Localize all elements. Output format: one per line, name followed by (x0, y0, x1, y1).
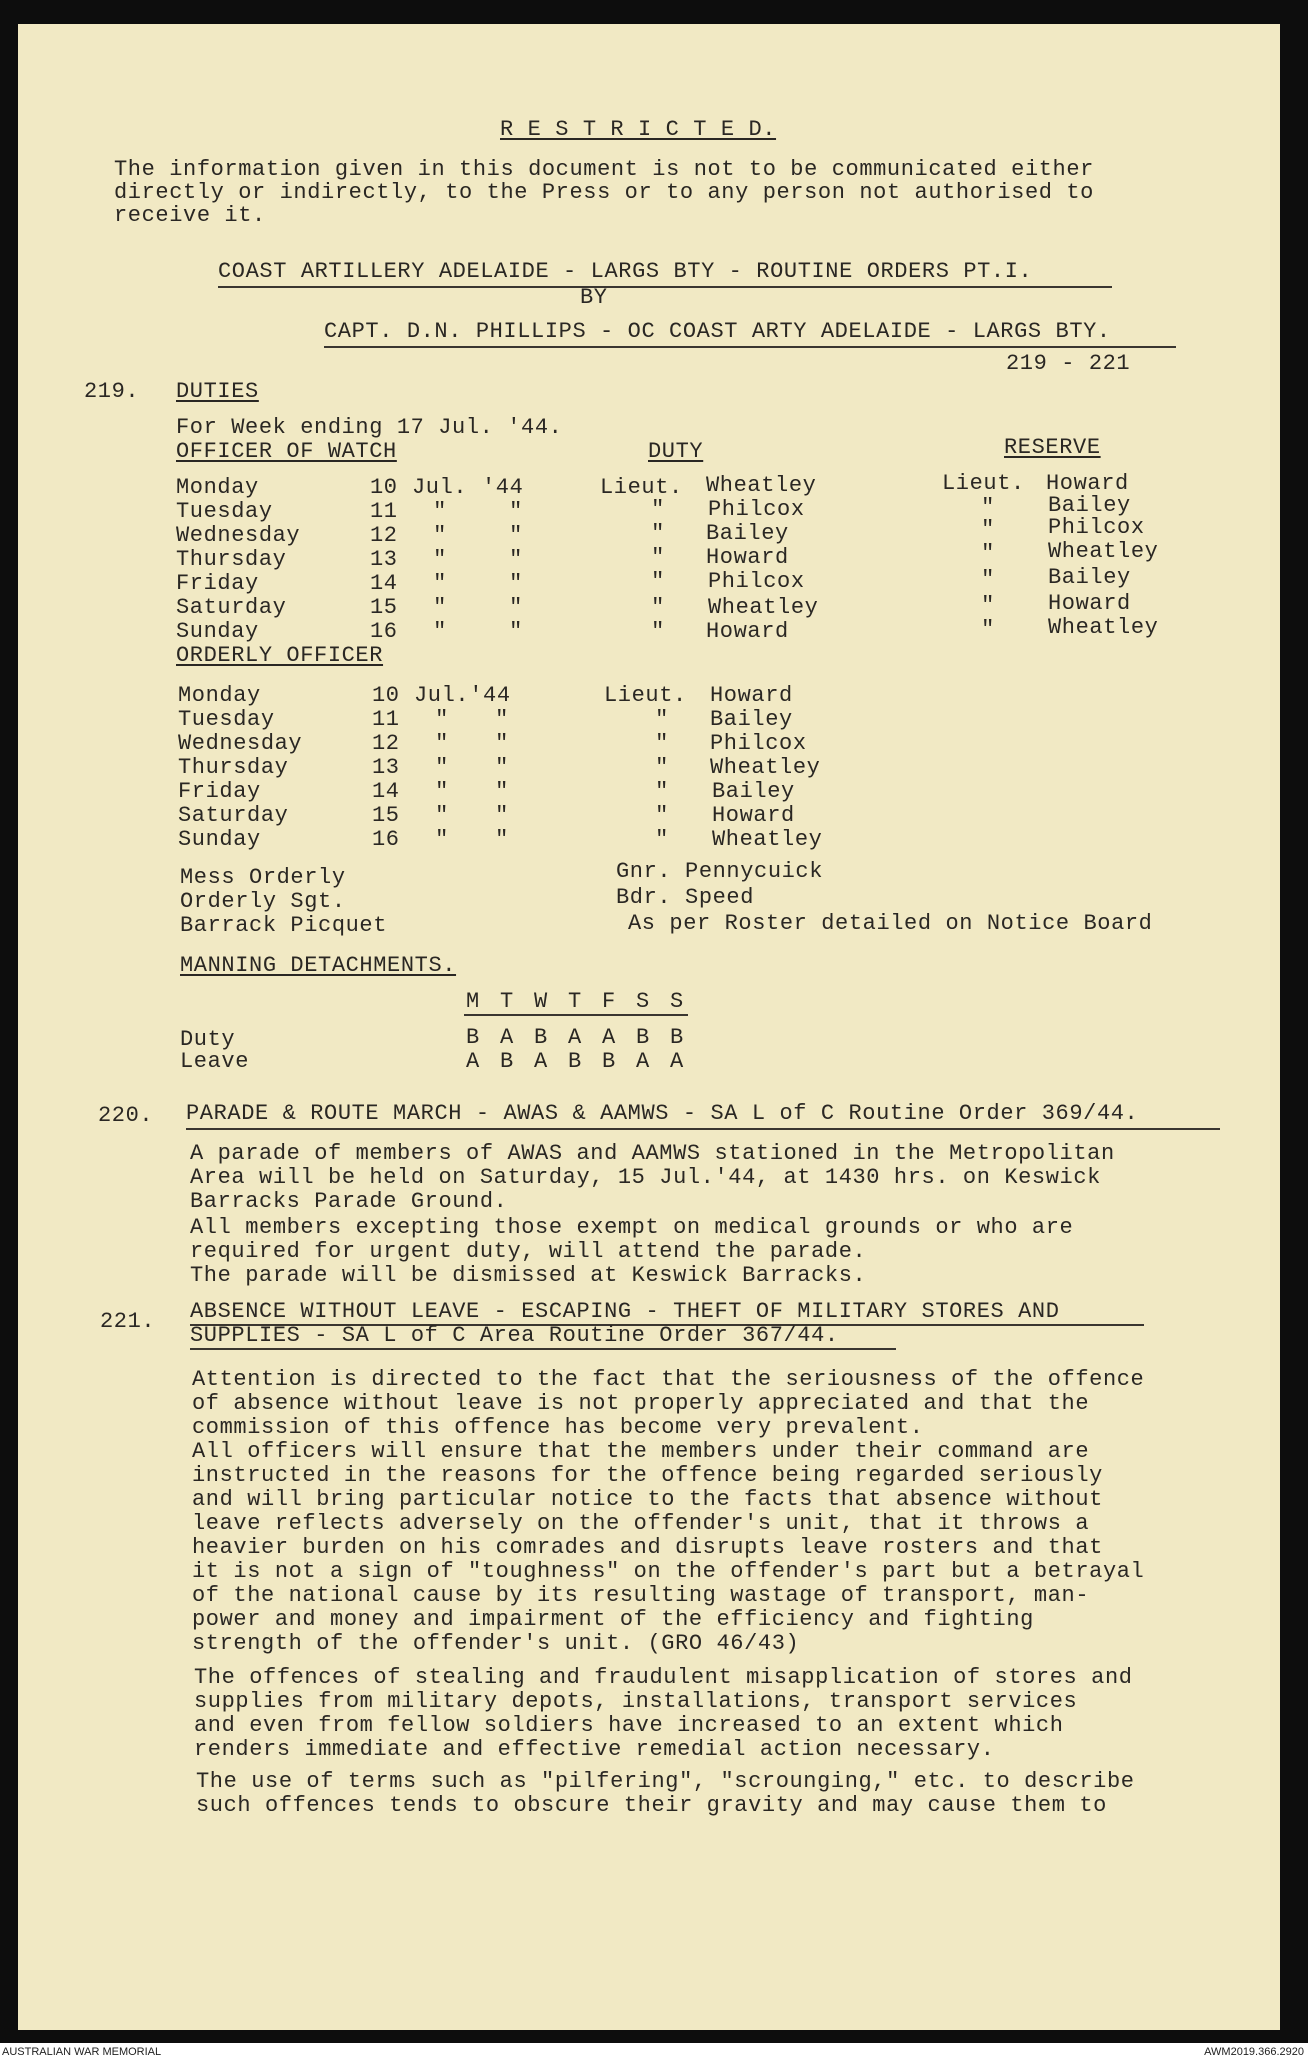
restricted-label: R E S T R I C T E D. (500, 117, 777, 142)
table-row-reserve: Philcox (1048, 515, 1145, 540)
section-220-line: required for urgent duty, will attend the parade. (190, 1239, 867, 1264)
table-row-year: " (509, 547, 523, 572)
table-row-month: " (435, 779, 449, 804)
section-220-heading: PARADE & ROUTE MARCH - AWAS & AAMWS - SA L of C Routine Order 369/44. (186, 1101, 1139, 1126)
table-row-day: Monday (176, 475, 259, 500)
section-221-para1-line: of absence without leave is not properly appreciated and that the (192, 1391, 1090, 1416)
table-row-reserve: Howard (1046, 471, 1129, 496)
footer-institution: AUSTRALIAN WAR MEMORIAL (2, 2046, 162, 2058)
table-row-year: " (509, 619, 523, 644)
table-row-duty: Howard (706, 619, 789, 644)
footer-reference: AWM2019.366.2920 (1204, 2046, 1304, 2058)
manning-cell: B (670, 1025, 684, 1050)
table-row-duty-rank: " (651, 497, 665, 522)
table-row-date: 12 (370, 523, 398, 548)
section-219-heading: DUTIES (176, 379, 259, 404)
section-220-line: Barracks Parade Ground. (190, 1189, 508, 1214)
manning-cell: A (568, 1025, 582, 1050)
section-221-heading-line-2: SUPPLIES - SA L of C Area Routine Order 367/44. (190, 1323, 839, 1348)
table-row-rank: " (655, 731, 669, 756)
section-221-para3-line: The use of terms such as "pilfering", "scrounging," etc. to describe (196, 1769, 1135, 1794)
section-221-heading-line-1: ABSENCE WITHOUT LEAVE - ESCAPING - THEFT OF MILITARY STORES AND (190, 1299, 1060, 1324)
mess-orderly-assignee: Gnr. Pennycuick (616, 859, 824, 884)
table-row-month: " (433, 571, 447, 596)
manning-row-label: Leave (180, 1049, 250, 1074)
manning-cell: A (534, 1049, 548, 1074)
table-row-name: Wheatley (712, 827, 823, 852)
table-row-name: Howard (710, 683, 793, 708)
section-221-underline-2 (190, 1348, 896, 1350)
table-row-duty: Howard (706, 545, 789, 570)
table-row-year: " (495, 779, 509, 804)
table-row-day: Wednesday (178, 731, 303, 756)
table-row-rank: " (655, 755, 669, 780)
table-row-year: " (509, 571, 523, 596)
table-row-date: 12 (372, 731, 400, 756)
week-ending: For Week ending 17 Jul. '44. (176, 415, 563, 440)
table-row-day: Saturday (178, 803, 289, 828)
section-221-para1-line: of the national cause by its resulting wastage of transport, man- (192, 1583, 1090, 1608)
manning-cell: A (670, 1049, 684, 1074)
authority-line: CAPT. D.N. PHILLIPS - OC COAST ARTY ADELAIDE - LARGS BTY. (324, 319, 1111, 344)
table-row-reserve: Wheatley (1048, 539, 1159, 564)
notice-line-2: directly or indirectly, to the Press or to any person not authorised to (114, 180, 1094, 205)
section-221-para3-line: such offences tends to obscure their gravity and may cause them to (196, 1793, 1107, 1818)
manning-cell: A (466, 1049, 480, 1074)
section-221-para1-line: commission of this offence has become very prevalent. (192, 1415, 924, 1440)
duty-heading: DUTY (648, 439, 704, 464)
table-row-month: " (433, 499, 447, 524)
section-221-para1-line: and will bring particular notice to the facts that absence without (192, 1487, 1103, 1512)
table-row-date: 16 (372, 827, 400, 852)
table-row-rank: " (655, 779, 669, 804)
table-row-year: " (495, 827, 509, 852)
table-row-date: 11 (370, 499, 398, 524)
table-row-date: 14 (370, 571, 398, 596)
manning-day: F (602, 989, 616, 1014)
table-row-duty: Bailey (706, 521, 789, 546)
barrack-picquet-label: Barrack Picquet (180, 913, 388, 938)
table-row-day: Tuesday (178, 707, 275, 732)
table-row-day: Saturday (176, 595, 287, 620)
manning-cell: B (602, 1049, 616, 1074)
table-row-date: 13 (370, 547, 398, 572)
section-221-para1-line: leave reflects adversely on the offender's unit, that it throws a (192, 1511, 1090, 1536)
table-row-year: " (509, 523, 523, 548)
table-row-day: Thursday (176, 547, 287, 572)
manning-cell: B (466, 1025, 480, 1050)
manning-day: T (500, 989, 514, 1014)
section-221-para1-line: Attention is directed to the fact that the seriousness of the offence (192, 1367, 1145, 1392)
orderly-sgt-assignee: Bdr. Speed (616, 885, 755, 910)
table-row-year: " (495, 731, 509, 756)
order-range: 219 - 221 (1006, 351, 1131, 376)
manning-cell: A (636, 1049, 650, 1074)
table-row-month: " (433, 547, 447, 572)
table-row-month: " (433, 619, 447, 644)
officer-of-watch-heading: OFFICER OF WATCH (176, 439, 397, 464)
mess-orderly-label: Mess Orderly (180, 865, 346, 890)
document-page (18, 24, 1280, 2030)
table-row-duty-rank: " (651, 569, 665, 594)
table-row-month: " (433, 523, 447, 548)
table-row-day: Friday (178, 779, 261, 804)
table-row-day: Sunday (176, 619, 259, 644)
table-row-reserve-rank: Lieut. (942, 471, 1025, 496)
section-220-line: Area will be held on Saturday, 15 Jul.'44, at 1430 hrs. on Keswick (190, 1165, 1101, 1190)
table-row-duty: Philcox (708, 569, 805, 594)
notice-line-3: receive it. (114, 203, 266, 228)
authority-underline (324, 346, 1176, 348)
manning-day: M (466, 989, 480, 1014)
notice-line-1: The information given in this document is not to be communicated either (114, 157, 1094, 182)
section-221-para1-line: power and money and impairment of the efficiency and fighting (192, 1607, 1034, 1632)
table-row-month: " (435, 731, 449, 756)
table-row-date: 10 (372, 683, 400, 708)
section-221-number: 221. (100, 1309, 156, 1334)
table-row-duty: Philcox (708, 497, 805, 522)
table-row-reserve: Howard (1048, 591, 1131, 616)
manning-row-label: Duty (180, 1027, 236, 1052)
document-title: COAST ARTILLERY ADELAIDE - LARGS BTY - ROUTINE ORDERS PT.I. (218, 259, 1033, 284)
table-row-date: 10 (370, 475, 398, 500)
table-row-month: " (435, 707, 449, 732)
manning-cell: B (636, 1025, 650, 1050)
manning-cell: B (568, 1049, 582, 1074)
manning-cell: A (602, 1025, 616, 1050)
section-220-line: A parade of members of AWAS and AAMWS stationed in the Metropolitan (190, 1141, 1115, 1166)
manning-day: W (534, 989, 548, 1014)
table-row-date: 14 (372, 779, 400, 804)
table-row-year: " (495, 707, 509, 732)
table-row-day: Monday (178, 683, 261, 708)
table-row-reserve: Bailey (1048, 565, 1131, 590)
table-row-reserve-rank: " (981, 567, 995, 592)
table-row-reserve: Wheatley (1048, 615, 1159, 640)
table-row-date: 11 (372, 707, 400, 732)
table-row-year: " (509, 499, 523, 524)
table-row-duty: Wheatley (708, 595, 819, 620)
manning-day: S (670, 989, 684, 1014)
table-row-duty-rank: " (651, 595, 665, 620)
section-221-para2-line: renders immediate and effective remedial action necessary. (194, 1737, 995, 1762)
section-221-para2-line: and even from fellow soldiers have increased to an extent which (194, 1713, 1064, 1738)
manning-day: S (636, 989, 650, 1014)
table-row-year: " (495, 803, 509, 828)
table-row-day: Tuesday (176, 499, 273, 524)
section-220-underline (186, 1128, 1220, 1130)
table-row-name: Wheatley (710, 755, 821, 780)
section-220-line: The parade will be dismissed at Keswick Barracks. (190, 1263, 867, 1288)
orderly-officer-heading: ORDERLY OFFICER (176, 643, 384, 668)
table-row-reserve-rank: " (981, 517, 995, 542)
table-row-duty-rank: " (651, 545, 665, 570)
orderly-sgt-label: Orderly Sgt. (180, 889, 346, 914)
table-row-rank: " (655, 707, 669, 732)
table-row-month: Jul. (412, 475, 468, 500)
table-row-month: " (435, 827, 449, 852)
section-220-number: 220. (98, 1103, 154, 1128)
section-221-para1-line: instructed in the reasons for the offence being regarded seriously (192, 1463, 1103, 1488)
table-row-date: 13 (372, 755, 400, 780)
table-row-day: Wednesday (176, 523, 301, 548)
manning-cell: A (500, 1025, 514, 1050)
barrack-picquet-assignee: As per Roster detailed on Notice Board (628, 911, 1153, 936)
table-row-duty-rank: " (651, 619, 665, 644)
table-row-duty: Wheatley (706, 473, 817, 498)
table-row-year: " (509, 595, 523, 620)
section-221-para1-line: heavier burden on his comrades and disrupts leave rosters and that (192, 1535, 1103, 1560)
table-row-month: " (435, 803, 449, 828)
table-row-name: Howard (712, 803, 795, 828)
table-row-reserve-rank: " (981, 495, 995, 520)
manning-heading: MANNING DETACHMENTS. (180, 953, 457, 978)
archive-footer (0, 2043, 1308, 2061)
table-row-date: 15 (370, 595, 398, 620)
table-row-rank: " (655, 827, 669, 852)
table-row-reserve-rank: " (981, 593, 995, 618)
table-row-day: Sunday (178, 827, 261, 852)
table-row-reserve-rank: " (981, 541, 995, 566)
table-row-name: Philcox (710, 731, 807, 756)
table-row-year: '44 (482, 475, 524, 500)
table-row-rank: " (655, 803, 669, 828)
table-row-name: Bailey (712, 779, 795, 804)
manning-cell: B (534, 1025, 548, 1050)
section-219-number: 219. (84, 379, 140, 404)
table-row-month: " (435, 755, 449, 780)
table-row-rank: Lieut. (604, 683, 687, 708)
table-row-day: Friday (176, 571, 259, 596)
table-row-month: Jul.'44 (414, 683, 511, 708)
section-220-line: All members excepting those exempt on medical grounds or who are (190, 1215, 1074, 1240)
by-label: BY (580, 285, 608, 310)
table-row-duty-rank: " (651, 521, 665, 546)
section-221-para1-line: strength of the offender's unit. (GRO 46/43) (192, 1631, 800, 1656)
table-row-duty-rank: Lieut. (600, 475, 683, 500)
table-row-day: Thursday (178, 755, 289, 780)
table-row-date: 15 (372, 803, 400, 828)
section-221-para1-line: it is not a sign of "toughness" on the offender's part but a betrayal (192, 1559, 1145, 1584)
section-221-para2-line: supplies from military depots, installations, transport services (194, 1689, 1078, 1714)
section-221-para1-line: All officers will ensure that the members under their command are (192, 1439, 1090, 1464)
table-row-year: " (495, 755, 509, 780)
table-row-name: Bailey (710, 707, 793, 732)
manning-days-underline (464, 1014, 688, 1016)
section-221-para2-line: The offences of stealing and fraudulent misapplication of stores and (194, 1665, 1133, 1690)
table-row-reserve: Bailey (1048, 493, 1131, 518)
table-row-month: " (433, 595, 447, 620)
manning-cell: B (500, 1049, 514, 1074)
reserve-heading: RESERVE (1004, 435, 1101, 460)
manning-day: T (568, 989, 582, 1014)
table-row-reserve-rank: " (981, 617, 995, 642)
title-underline (218, 286, 1112, 288)
table-row-date: 16 (370, 619, 398, 644)
